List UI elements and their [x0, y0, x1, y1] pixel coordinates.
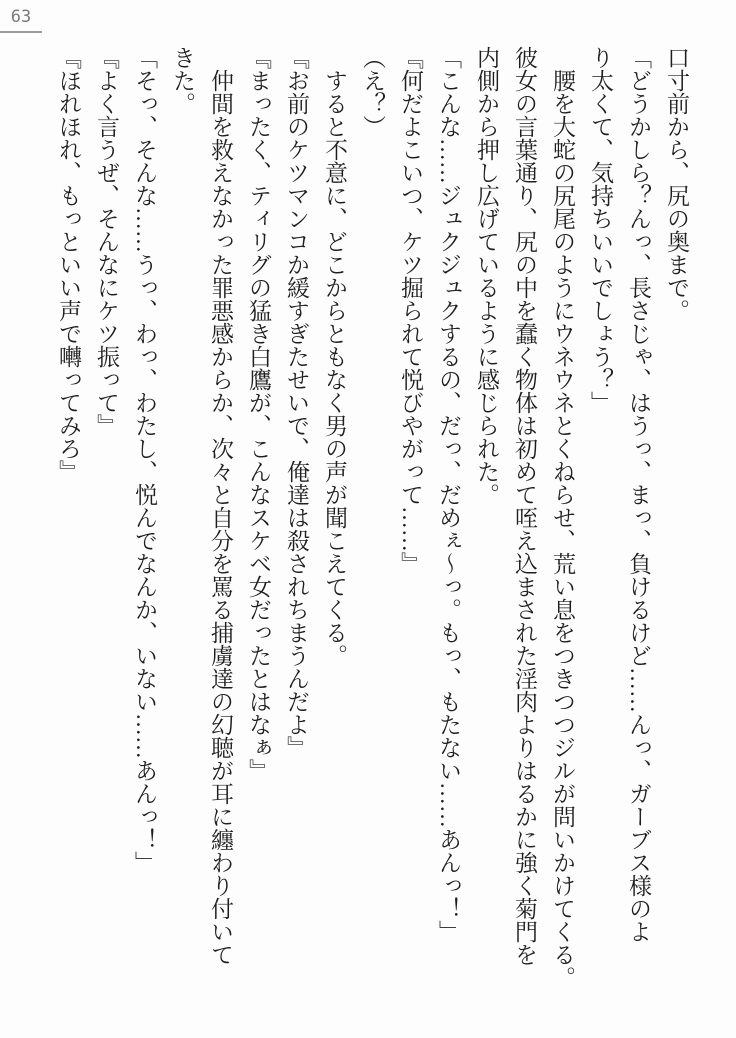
text-line: （え？） [360, 46, 385, 138]
text-line: 口寸前から、尻の奥まで。 [664, 46, 689, 322]
text-line: 『何だよこいつ、ケツ掘られて悦びやがって……』 [398, 46, 423, 575]
text-line: 内側から押し広げているように感じられた。 [474, 46, 499, 506]
vertical-text-area [49, 46, 695, 1006]
page-number-value: 63 [10, 7, 32, 27]
text-line: 『まったく、ティリグの猛き白鷹が、こんなスケベ女だったとはなぁ』 [246, 46, 271, 782]
text-line: り太くて、気持ちいいでしょう？」 [588, 46, 613, 414]
page-number [0, 7, 42, 33]
text-line: 『よく言うぜ、そんなにケツ振って』 [94, 46, 119, 437]
text-line: 仲間を救えなかった罪悪感からか、次々と自分を罵る捕虜達の幻聴が耳に纏わり付いて [208, 46, 233, 966]
text-line: 『ほれほれ、もっといい声で囀ってみろ』 [56, 46, 81, 483]
text-line: 腰を大蛇の尻尾のようにウネウネとくねらせ、荒い息をつきつつジルが問いかけてくる。 [550, 46, 575, 989]
text-line: 「こんな……ジュクジュクするの、だっ、だめぇ～っ。もっ、もたない……あんっ！」 [436, 46, 461, 943]
text-line: 「そっ、そんな……うっ、わっ、わたし、悦んでなんか、いない……あんっ！」 [132, 46, 157, 874]
text-line: 「どうかしら？んっ、長さじゃ、はうっ、まっ、負けるけど……んっ、ガーブス様のよ [626, 46, 651, 943]
text-line: 彼女の言葉通り、尻の中を蠢く物体は初めて咥え込まされた淫肉よりはるかに強く菊門を [512, 46, 537, 966]
text-line: すると不意に、どこからともなく男の声が聞こえてくる。 [322, 46, 347, 667]
text-line: 『お前のケツマンコか緩すぎたせいで、俺達は殺されちまうんだよ』 [284, 46, 309, 759]
text-line: きた。 [170, 46, 195, 115]
